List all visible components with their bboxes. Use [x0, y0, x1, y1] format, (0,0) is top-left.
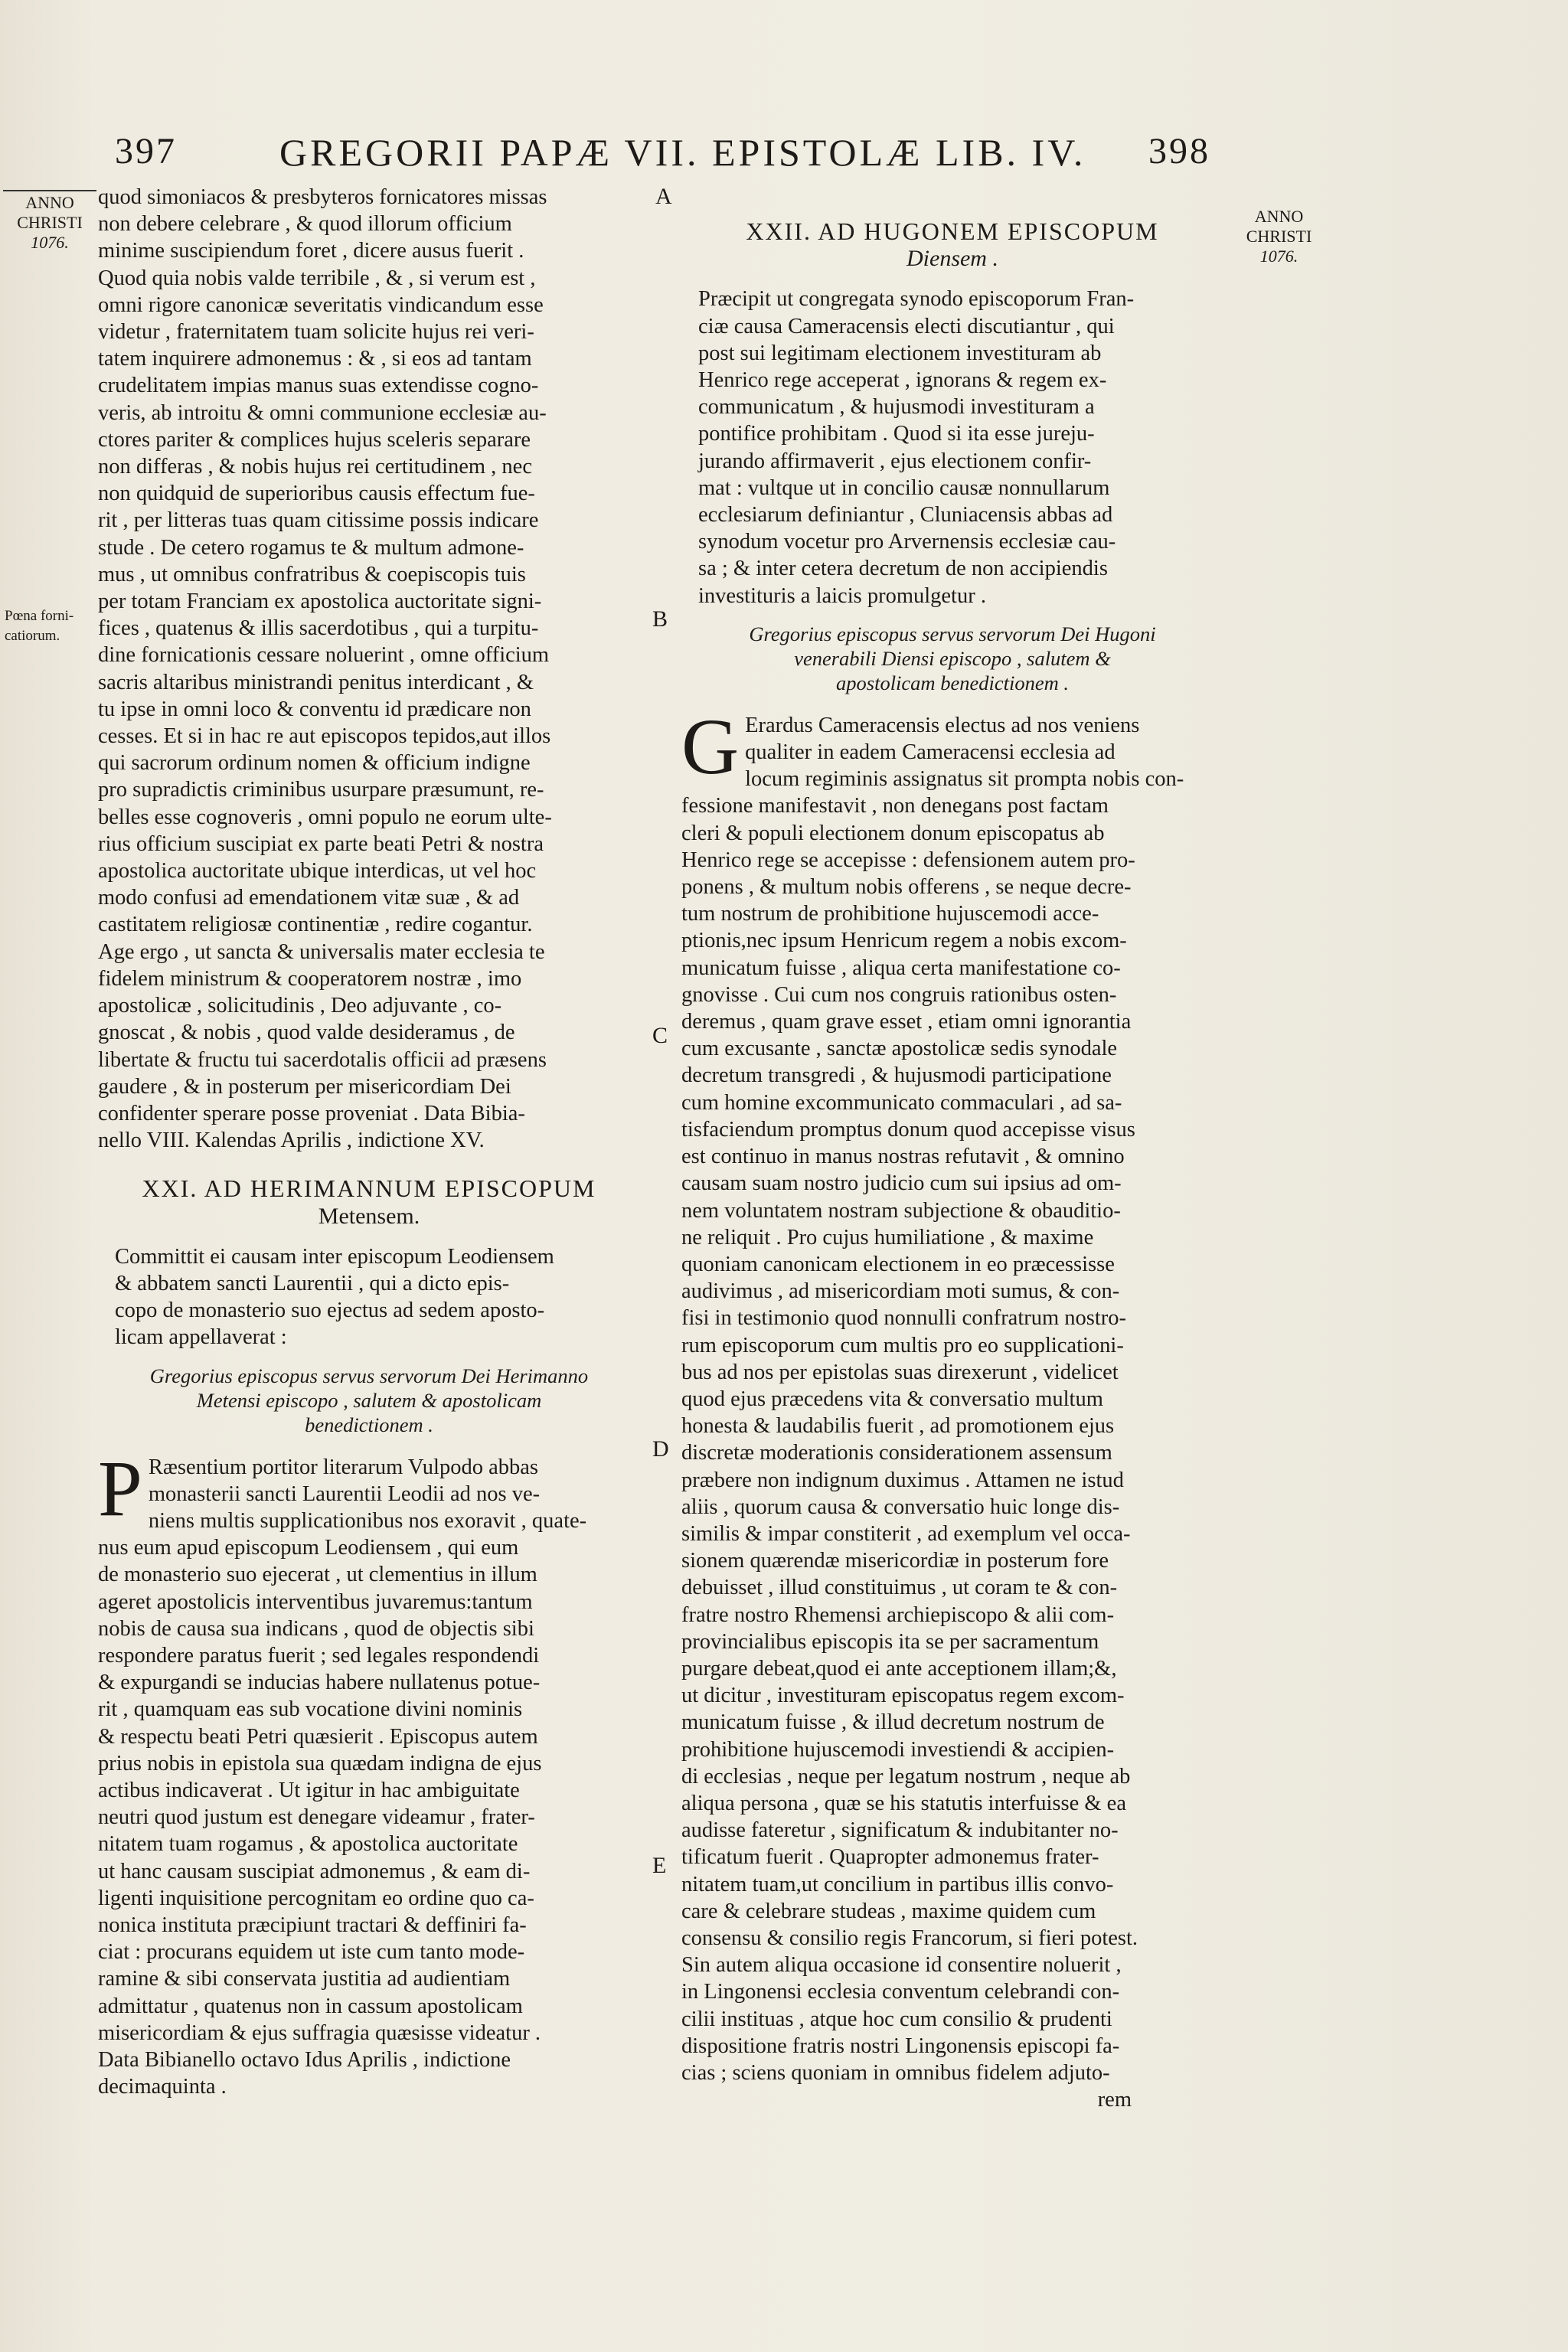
text-line: nello VIII. Kalendas Aprilis , indictione XV. — [98, 1129, 485, 1153]
text-line: respondere paratus fuerit ; sed legales respondendi — [98, 1643, 540, 1668]
text-line: non differas , & nobis hujus rei certitudinem , nec — [98, 455, 532, 479]
text-line: nobis de causa sua indicans , quod de objectis sibi — [98, 1616, 534, 1641]
text-line: nitatem tuam,ut concilium in partibus illis convo- — [681, 1872, 1114, 1896]
text-line: fessione manifestavit , non denegans post factam — [681, 794, 1109, 818]
text-line: cias ; sciens quoniam in omnibus fidelem adjuto- — [681, 2061, 1110, 2085]
salutation-line: Metensi episcopo , salutem & apostolicam — [196, 1388, 542, 1412]
text-line: debuisset , illud constituimus , ut coram te & con- — [681, 1576, 1118, 1600]
text-line: non debere celebrare , & quod illorum officium — [98, 212, 512, 237]
text-line: sionem quærendæ misericordiæ in posterum fore — [681, 1549, 1109, 1573]
text-line: ptionis,nec ipsum Henricum regem a nobis excom- — [681, 929, 1127, 953]
text-line: audisse fateretur , significatum & indubitanter no- — [681, 1818, 1119, 1843]
text-line: prohibitione hujuscemodi investiendi & accipien- — [681, 1737, 1115, 1762]
letter-xxi-subheading: Metensem. — [318, 1203, 420, 1229]
text-line: dine fornicationis cessare noluerint , omne officium — [98, 643, 550, 668]
text-line: stude . De cetero rogamus te & multum admone- — [98, 535, 524, 560]
text-line: mus , ut omnibus confratribus & coepiscopis tuis — [98, 562, 526, 586]
text-line: quod simoniacos & presbyteros fornicatores missas — [98, 185, 547, 209]
left-column — [98, 184, 640, 2100]
text-line: causam suam nostro judicio cum sui ipsius ad om- — [681, 1171, 1122, 1196]
text-line: quod ejus præcedens vita & conversatio multum — [681, 1387, 1103, 1411]
text-line: pro supradictis criminibus usurpare præsumunt, re- — [98, 778, 544, 802]
summary-line: ciæ causa Cameracensis electi discutiantur , qui — [698, 314, 1115, 338]
text-line: cilii instituas , atque hoc cum consilio & prudenti — [681, 2007, 1112, 2031]
text-line: audivimus , ad misericordiam moti sumus, & con- — [681, 1279, 1120, 1304]
text-line: locum regiminis assignatus sit prompta nobis con- — [745, 767, 1184, 792]
text-line: minime suscipiendum foret , dicere ausus fuerit . — [98, 239, 524, 263]
margin-anno-right: ANNO — [1254, 207, 1304, 226]
text-line: prius nobis in epistola sua quædam indigna de ejus — [98, 1751, 542, 1775]
salutation-line: Gregorius episcopus servus servorum Dei Hugoni — [749, 622, 1156, 645]
text-line: apostolica auctoritate ubique interdicas, ut vel hoc — [98, 859, 537, 884]
dropcap-g: G — [681, 702, 740, 791]
summary-line: jurando affirmaverit , ejus electionem confir- — [698, 449, 1092, 473]
text-line: omni rigore canonicæ severitatis vindicandum esse — [98, 292, 544, 317]
margin-note-line-1: Pœna forni- — [5, 608, 74, 624]
right-column — [681, 218, 1223, 2113]
section-letter-b: B — [652, 606, 668, 632]
text-line: præbere non indignum duximus . Attamen ne istud — [681, 1468, 1124, 1492]
text-line: ageret apostolicis interventibus juvaremus:tantum — [98, 1589, 533, 1614]
text-line: fisi in testimonio quod nonnulli confratrum nostro- — [681, 1306, 1127, 1331]
text-line: Erardus Cameracensis electus ad nos veniens — [745, 713, 1140, 737]
text-line: actibus indicaverat . Ut igitur in hac ambiguitate — [98, 1778, 520, 1802]
letter-xxii-subheading: Diensem . — [906, 246, 998, 272]
text-line: provincialibus episcopis ita se per sacramentum — [681, 1629, 1099, 1654]
text-line: consensu & consilio regis Francorum, si fieri potest. — [681, 1926, 1138, 1950]
page-number-right: 398 — [1148, 131, 1210, 172]
text-line: ponens , & multum nobis offerens , se neque decre- — [681, 875, 1132, 900]
text-line: apostolicæ , solicitudinis , Deo adjuvante , co- — [98, 994, 502, 1018]
text-line: purgare debeat,quod ei ante acceptionem illam;&, — [681, 1656, 1117, 1681]
text-line: gaudere , & in posterum per misericordiam Dei — [98, 1074, 511, 1099]
summary-line: Committit ei causam inter episcopum Leodiensem — [115, 1244, 554, 1269]
text-line: & respectu beati Petri quæsierit . Episcopus autem — [98, 1724, 538, 1749]
text-line: bus ad nos per epistolas suas direxerunt , videlicet — [681, 1360, 1119, 1384]
text-line: tatem inquirere admonemus : & , si eos ad tantam — [98, 347, 532, 371]
text-line: neutri quod justum est denegare videamur , frater- — [98, 1805, 535, 1830]
text-line: libertate & fructu tui sacerdotalis officii ad præsens — [98, 1047, 547, 1072]
text-line: modo confusi ad emendationem vitæ suæ , & ad — [98, 886, 520, 910]
text-line: belles esse cognoveris , omni populo ne eorum ulte- — [98, 805, 552, 829]
text-line: discretæ moderationis considerationem assensum — [681, 1441, 1112, 1465]
margin-year-right — [1231, 207, 1327, 266]
letter-xxii-heading: XXII. AD HUGONEM EPISCOPUM — [746, 217, 1159, 245]
text-line: ut dicitur , investituram episcopatus regem excom- — [681, 1684, 1125, 1708]
summary-line: sa ; & inter cetera decretum de non accipiendis — [698, 557, 1108, 581]
summary-line: Henrico rege acceperat , ignorans & regem ex- — [698, 368, 1107, 393]
text-line: gnoscat , & nobis , quod valde desideramus , de — [98, 1021, 515, 1045]
summary-line: copo de monasterio suo ejectus ad sedem aposto- — [115, 1298, 545, 1323]
text-line: crudelitatem impias manus suas extendisse cogno- — [98, 374, 539, 398]
margin-note-line-2: catiorum. — [5, 628, 60, 644]
margin-year-left — [3, 190, 96, 253]
margin-anno-left: ANNO — [25, 193, 74, 212]
margin-note-left — [5, 606, 96, 646]
text-line: rum episcoporum cum multis pro eo supplicationi- — [681, 1333, 1124, 1357]
text-line: Age ergo , ut sancta & universalis mater ecclesia te — [98, 939, 545, 964]
text-line: per totam Franciam ex apostolica auctoritate signi- — [98, 590, 542, 614]
salutation-line: venerabili Diensi episcopo , salutem & — [794, 646, 1111, 670]
text-line: ctores pariter & complices hujus sceleris separare — [98, 427, 531, 452]
text-line: decretum transgredi , & hujusmodi participatione — [681, 1063, 1112, 1088]
text-line: cleri & populi electionem donum episcopatus ab — [681, 821, 1105, 845]
summary-line: & abbatem sancti Laurentii , qui a dicto epis- — [115, 1271, 510, 1295]
letter-xxii-body — [681, 702, 1223, 2086]
text-line: municatum fuisse , & illud decretum nostrum de — [681, 1710, 1105, 1735]
summary-line: synodum vocetur pro Arvernensis ecclesiæ cau- — [698, 530, 1116, 554]
text-line: sacris altaribus ministrandi penitus interdicant , & — [98, 670, 534, 694]
margin-year-value-right: 1076. — [1259, 247, 1298, 266]
text-line: rit , per litteras tuas quam citissime possis indicare — [98, 508, 539, 533]
text-line: Henrico rege se accepisse : defensionem autem pro- — [681, 848, 1135, 872]
summary-line: mat : vultque ut in concilio causæ nonnullarum — [698, 475, 1110, 500]
margin-christi-right: CHRISTI — [1246, 227, 1312, 246]
text-line: de monasterio suo ejecerat , ut clementius in illum — [98, 1563, 537, 1587]
letter-xxi-body — [98, 1444, 640, 2101]
text-line: tum nostrum de prohibitione hujuscemodi acce- — [681, 902, 1099, 926]
text-line: videtur , fraternitatem tuam solicite hujus rei veri- — [98, 320, 534, 345]
text-line: care & celebrare studeas , maxime quidem cum — [681, 1899, 1096, 1923]
margin-rule-left — [3, 190, 96, 191]
text-line: tu ipse in omni loco & conventu id prædicare non — [98, 697, 531, 721]
text-line: ne reliquit . Pro cujus humiliatione , & maxime — [681, 1225, 1094, 1250]
text-line: est continuo in manus nostras refutavit , & omnino — [681, 1145, 1125, 1169]
section-letter-d: D — [652, 1436, 669, 1462]
salutation-line: apostolicam benedictionem . — [836, 671, 1069, 694]
page-number-left: 397 — [115, 131, 177, 172]
summary-line: communicatum , & hujusmodi investituram a — [698, 395, 1095, 420]
dropcap-p: P — [98, 1444, 142, 1533]
text-line: aliqua persona , quæ se his statutis interfuisse & ea — [681, 1791, 1126, 1815]
section-letter-a: A — [655, 184, 672, 209]
text-line: Quod quia nobis valde terribile , & , si verum est , — [98, 266, 536, 290]
margin-year-value-left: 1076. — [31, 233, 69, 252]
text-line: nitatem tuam rogamus , & apostolica auctoritate — [98, 1832, 518, 1857]
salutation-line: benedictionem . — [305, 1413, 433, 1436]
letter-xxi-heading: XXI. AD HERIMANNUM EPISCOPUM — [142, 1174, 596, 1203]
summary-line: Præcipit ut congregata synodo episcoporum Fran- — [698, 287, 1135, 312]
text-line: confidenter sperare posse proveniat . Data Bibia- — [98, 1101, 525, 1125]
text-line: non quidquid de superioribus causis effectum fue- — [98, 482, 535, 506]
text-line: similis & impar constiterit , ad exemplum vel occa- — [681, 1521, 1131, 1546]
text-line: misericordiam & ejus suffragia quæsisse videatur . — [98, 2020, 541, 2045]
letter-xxi-salutation — [116, 1364, 622, 1437]
text-line: di ecclesias , neque per legatum nostrum , neque ab — [681, 1764, 1131, 1788]
text-line: admittatur , quatenus non in cassum apostolicam — [98, 1994, 523, 2018]
text-line: monasterii sancti Laurentii Leodii ad nos ve- — [148, 1481, 541, 1506]
letter-xxii-salutation — [700, 622, 1205, 695]
text-line: nonica instituta præcipiunt tractari & deffiniri fa- — [98, 1913, 527, 1937]
text-line: cum homine excommunicato commaculari , ad sa- — [681, 1090, 1122, 1115]
text-line: nem voluntatem nostram subjectione & obauditio- — [681, 1198, 1121, 1223]
text-line: Sin autem aliqua occasione id consentire noluerit , — [681, 1953, 1122, 1978]
text-line: deremus , quam grave esset , etiam omni ignorantia — [681, 1010, 1132, 1034]
text-line: tisfaciendum promptus donum quod accepisse visus — [681, 1117, 1135, 1142]
text-line: Data Bibianello octavo Idus Aprilis , indictione — [98, 2048, 511, 2072]
text-line: dispositione fratris nostri Lingonensis episcopi fa- — [681, 2034, 1120, 2058]
text-line: ligenti inquisitione percognitam eo ordine quo ca- — [98, 1886, 534, 1910]
text-line: qualiter in eadem Cameracensi ecclesia ad — [745, 740, 1116, 765]
text-line: rit , quamquam eas sub vocatione divini nominis — [98, 1697, 523, 1722]
letter-xx-continuation — [98, 184, 640, 1154]
summary-line: investituris a laicis promulgetur . — [698, 583, 986, 608]
text-line: ramine & sibi conservata justitia ad audientiam — [98, 1967, 511, 1991]
catchword: rem — [1097, 2088, 1132, 2112]
text-line: fratre nostro Rhemensi archiepiscopo & alii com- — [681, 1602, 1115, 1627]
margin-christi-left: CHRISTI — [17, 213, 83, 232]
text-line: cesses. Et si in hac re aut episcopos tepidos,aut illos — [98, 724, 551, 749]
section-letter-e: E — [652, 1853, 667, 1878]
text-line: quoniam canonicam electionem in eo præcessisse — [681, 1252, 1115, 1276]
text-line: tificatum fuerit . Quapropter admonemus frater- — [681, 1845, 1099, 1870]
letter-xxi-summary — [98, 1243, 640, 1351]
text-line: ut hanc causam suscipiat admonemus , & eam di- — [98, 1859, 531, 1883]
text-line: Ræsentium portitor literarum Vulpodo abbas — [148, 1455, 538, 1479]
text-line: rius officium suscipiat ex parte beati Petri & nostra — [98, 831, 544, 856]
summary-line: licam appellaverat : — [115, 1325, 287, 1350]
text-line: cum excusante , sanctæ apostolicæ sedis synodale — [681, 1037, 1118, 1061]
summary-line: pontifice prohibitam . Quod si ita esse jureju- — [698, 422, 1095, 446]
summary-line: ecclesiarum definiantur , Cluniacensis abbas ad — [698, 503, 1113, 528]
section-letter-c: C — [652, 1023, 668, 1048]
text-line: niens multis supplicationibus nos exoravit , quate- — [148, 1508, 587, 1533]
text-line: nus eum apud episcopum Leodiensem , qui eum — [98, 1536, 519, 1560]
text-line: fices , quatenus & illis sacerdotibus , qui a turpitu- — [98, 616, 539, 641]
text-line: fidelem ministrum & cooperatorem nostræ , imo — [98, 966, 522, 991]
text-line: municatum fuisse , aliqua certa manifestatione co- — [681, 956, 1121, 980]
text-line: aliis , quorum causa & conversatio huic longe dis- — [681, 1494, 1120, 1519]
text-line: qui sacrorum ordinum nomen & officium indigne — [98, 751, 531, 776]
text-line: decimaquinta . — [98, 2075, 227, 2099]
salutation-line: Gregorius episcopus servus servorum Dei Herimanno — [149, 1364, 589, 1387]
letter-xxii-summary — [681, 286, 1223, 609]
text-line: castitatem religiosæ continentiæ , redire cogantur. — [98, 913, 533, 937]
text-line: & expurgandi se inducias habere nullatenus potue- — [98, 1671, 541, 1695]
summary-line: post sui legitimam electionem investituram ab — [698, 341, 1102, 365]
text-line: gnovisse . Cui cum nos congruis rationibus osten- — [681, 982, 1117, 1007]
text-line: ciat : procurans equidem ut iste cum tanto mode- — [98, 1940, 525, 1965]
running-title: GREGORII PAPÆ VII. EPISTOLÆ LIB. IV. — [279, 131, 1086, 174]
text-line: honesta & laudabilis fuerit , ad promotionem ejus — [681, 1414, 1115, 1439]
text-line: veris, ab introitu & omni communione ecclesiæ au- — [98, 400, 547, 425]
text-line: in Lingonensi ecclesia conventum celebrandi con- — [681, 1980, 1120, 2004]
